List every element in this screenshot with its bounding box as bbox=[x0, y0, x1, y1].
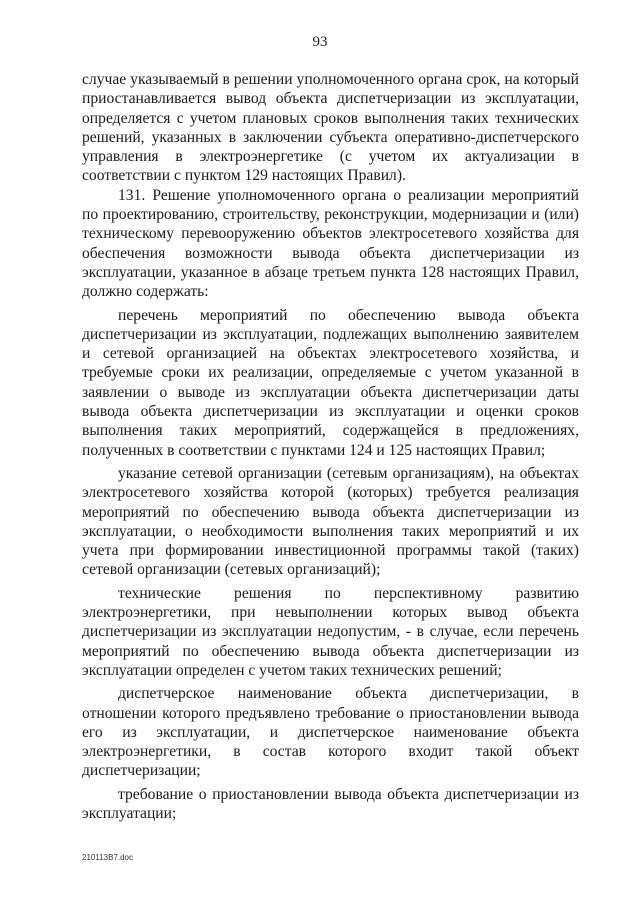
page-number: 93 bbox=[312, 34, 328, 50]
paragraph-measures-list: перечень мероприятий по обеспечению вывода объекта диспетчеризации из эксплуатации, подлежащих выполнению заявителем и сетевой организацией на объектах электросетевого хозяйства, и требуемые сроки их реализации, определяемые с учетом указанной в заявлении о выводе из эксплуатации объекта диспетчеризации даты вывода объекта диспетчеризации из эксплуатации и оценки сроков выполнения таких мероприятий, содержащейся в предложениях, полученных в соответствии с пунктами 124 и 125 настоящих Правил; bbox=[82, 306, 579, 459]
paragraph-dispatch-name: диспетчерское наименование объекта диспетчеризации, в отношении которого предъявлено требование о приостановлении вывода его из эксплуатации, и диспетчерское наименование объекта электроэнергетики, в состав которого входит такой объект диспетчеризации; bbox=[82, 685, 579, 780]
paragraph-suspension-requirement: требование о приостановлении вывода объекта диспетчеризации из эксплуатации; bbox=[82, 785, 579, 822]
document-body bbox=[82, 70, 579, 823]
paragraph-grid-organization: указание сетевой организации (сетевым организациям), на объектах электросетевого хозяйства которой (которых) требуется реализация мероприятий по обеспечению вывода объекта диспетчеризации из эксплуатации, о необходимости выполнения таких мероприятий и их учета при формировании инвестиционной программы такой (таких) сетевой организации (сетевых организаций); bbox=[82, 464, 579, 579]
paragraph-continuation: случае указываемый в решении уполномоченного органа срок, на который приостанавливается вывод объекта диспетчеризации из эксплуатации, определяется с учетом плановых сроков выполнения таких технических решений, указанных в заключении субъекта оперативно-диспетчерского управления в электроэнергетике (с учетом их актуализации в соответствии с пунктом 129 настоящих Правил). bbox=[82, 71, 579, 185]
paragraph-item-131: 131. Решение уполномоченного органа о реализации мероприятий по проектированию, строительству, реконструкции, модернизации и (или) техническому перевооружению объектов электросетевого хозяйства для обеспечения возможности вывода объекта диспетчеризации из эксплуатации, указанное в абзаце третьем пункта 128 настоящих Правил, должно содержать: bbox=[82, 186, 579, 301]
document-footer: 210113B7.doc bbox=[82, 853, 134, 862]
paragraph-technical-solutions: технические решения по перспективному развитию электроэнергетики, при невыполнении которых вывод объекта диспетчеризации из эксплуатации недопустим, - в случае, если перечень мероприятий по обеспечению вывода объекта диспетчеризации из эксплуатации определен с учетом таких технических решений; bbox=[82, 584, 579, 679]
